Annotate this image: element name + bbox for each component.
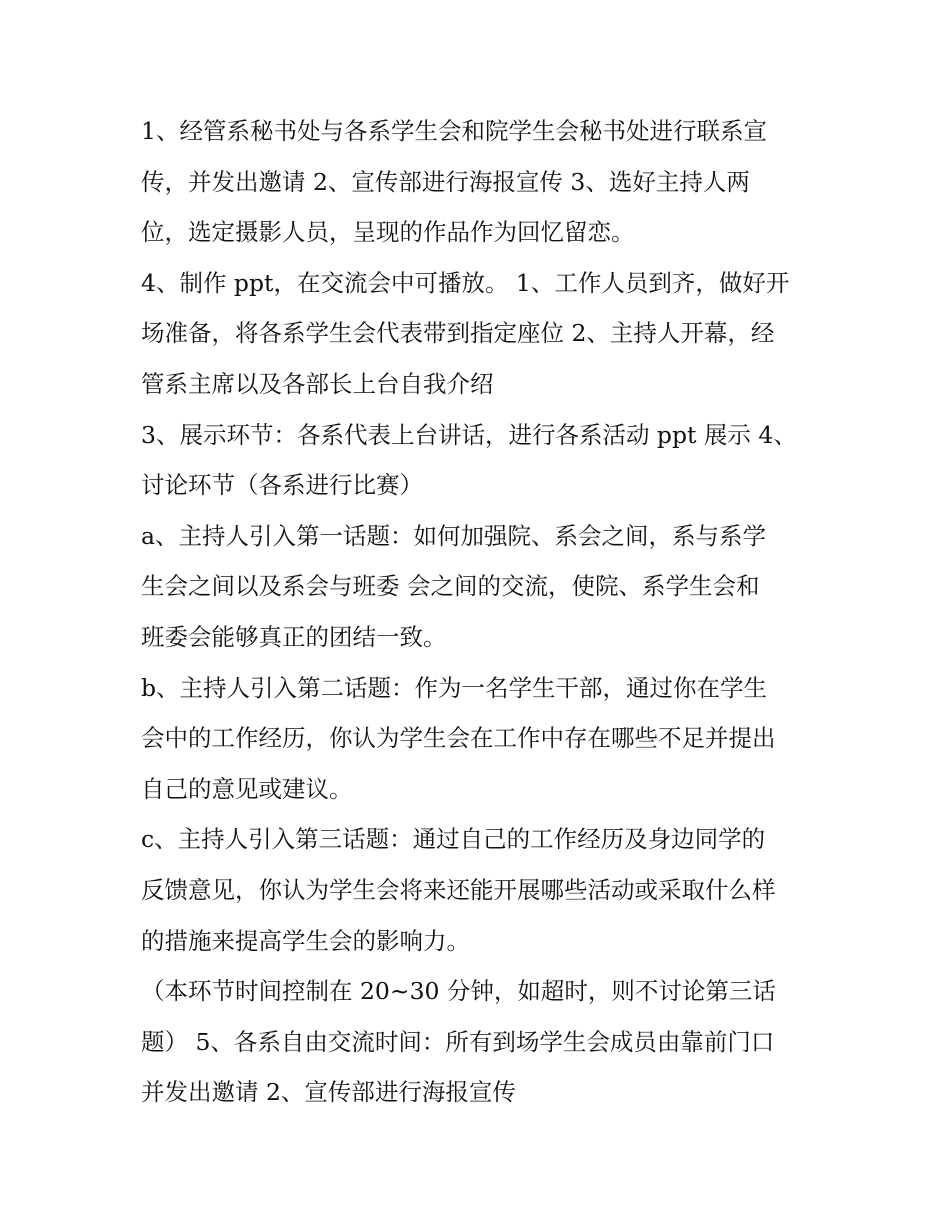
text-line: 位，选定摄影人员，呈现的作品作为回忆留恋。: [141, 218, 635, 247]
text-line: 的措施来提高学生会的影响力。: [141, 926, 470, 955]
text-line: 3、展示环节：各系代表上台讲话，进行各系活动 ppt 展示 4、: [141, 420, 797, 449]
text-line: 4、制作 ppt，在交流会中可播放。 1、工作人员到齐，做好开: [141, 268, 790, 297]
text-line: 并发出邀请 2、宣传部进行海报宣传: [141, 1078, 516, 1107]
text-line: b、主持人引入第二话题：作为一名学生干部，通过你在学生: [141, 673, 768, 702]
text-line: 反馈意见，你认为学生会将来还能开展哪些活动或采取什么样: [141, 875, 776, 904]
text-line: 班委会能够真正的团结一致。: [141, 622, 447, 651]
text-line: 讨论环节（各系进行比赛）: [141, 471, 423, 500]
text-line: c、主持人引入第三话题：通过自己的工作经历及身边同学的: [141, 825, 766, 854]
document-body: [141, 106, 821, 1118]
text-line: 1、经管系秘书处与各系学生会和院学生会秘书处进行联系宣: [141, 117, 767, 145]
text-line: 自己的意见或建议。: [141, 774, 353, 803]
text-line: 传，并发出邀请 2、宣传部进行海报宣传 3、选好主持人两: [141, 167, 750, 196]
text-line: （本环节时间控制在 20~30 分钟，如超时，则不讨论第三话: [141, 977, 776, 1006]
text-line: 场准备，将各系学生会代表带到指定座位 2、主持人开幕，经: [141, 319, 775, 348]
text-line: 管系主席以及各部长上台自我介绍: [141, 369, 494, 398]
text-line: a、主持人引入第一话题：如何加强院、系会之间，系与系学: [141, 521, 767, 550]
text-line: 会中的工作经历，你认为学生会在工作中存在哪些不足并提出: [141, 724, 776, 753]
text-line: 生会之间以及系会与班委 会之间的交流，使院、系学生会和: [141, 572, 760, 601]
text-line: 题） 5、各系自由交流时间：所有到场学生会成员由靠前门口: [141, 1027, 775, 1056]
